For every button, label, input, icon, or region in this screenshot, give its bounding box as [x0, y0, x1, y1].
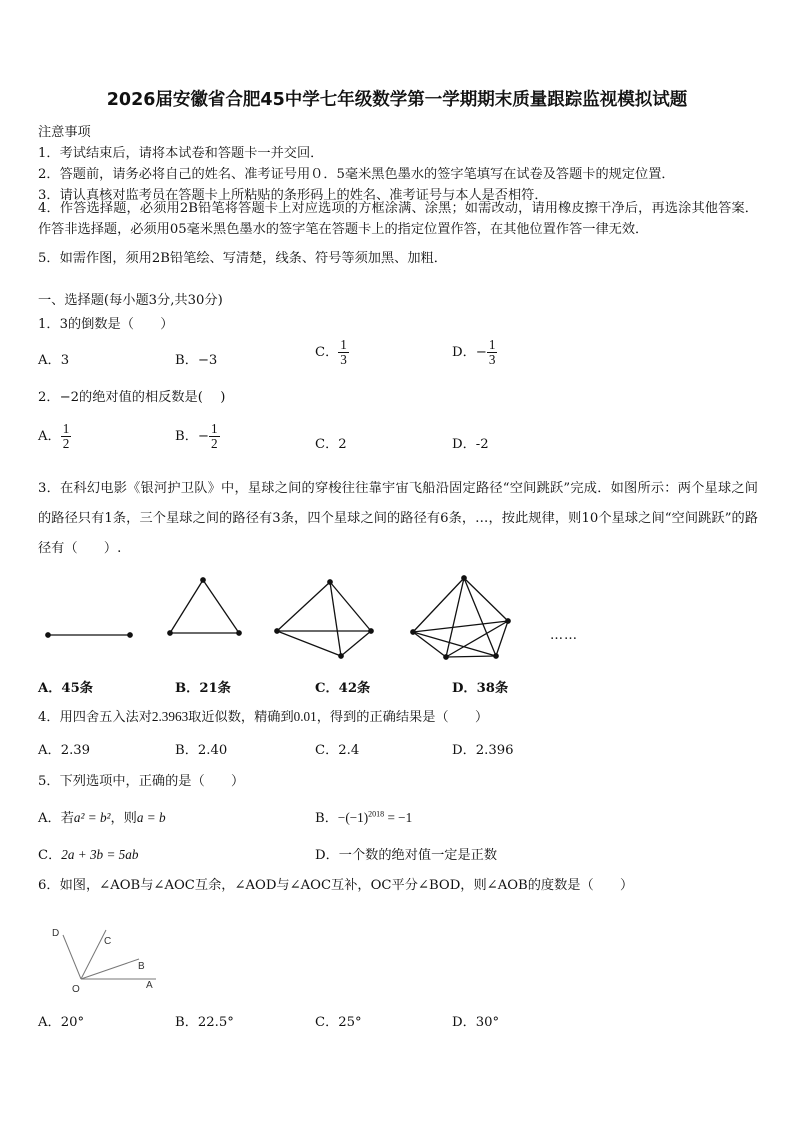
page-title: 2026届安徽省合肥45中学七年级数学第一学期期末质量跟踪监视模拟试题 — [106, 90, 688, 110]
q4-option-c: C．2.4 — [315, 743, 360, 758]
q5-option-b-exponent: 2018 — [368, 809, 385, 819]
q5-option-b-rhs: = −1 — [384, 810, 413, 825]
q5-option-a-expression: a² = b² — [73, 810, 111, 825]
q5-option-b — [315, 807, 412, 826]
label-c: C — [104, 936, 112, 947]
fraction-numerator: 1 — [488, 337, 496, 352]
q2-option-b — [175, 422, 220, 451]
q3-option-b: B．21条 — [175, 681, 231, 696]
question-3-stem: 3．在科幻电影《银河护卫队》中，星球之间的穿梭往往靠宇宙飞船沿固定路径“空间跳跃”完成．如图所示：两个星球之间的路径只有1条，三个星球之间的路径有3条，四个星球之间的路径有6条，…，按此规律，则10个星球之间“空间跳跃”的路径有（ ）. — [38, 481, 758, 556]
notice-heading: 注意事项 — [38, 125, 91, 140]
question-6-stem: 6．如图，∠AOB与∠AOC互余，∠AOD与∠AOC互补，OC平分∠BOD，则∠AOB的度数是（ ） — [38, 878, 634, 893]
section-heading: 一、选择题(每小题3分,共30分) — [38, 293, 223, 308]
q1-option-d — [452, 338, 497, 367]
notice-item-4: 4．作答选择题，必须用2B铅笔将答题卡上对应选项的方框涂满、涂黑；如需改动，请用橡皮擦干净后，再选涂其他答案．作答非选择题，必须用05毫米黑色墨水的签字笔在答题卡上的指定位置作答，在其他位置作答一律无效． — [38, 201, 758, 237]
fraction-denominator: 2 — [62, 435, 70, 451]
q5-option-d: D．一个数的绝对值一定是正数 — [315, 848, 498, 863]
q6-angle-figure — [44, 922, 164, 994]
q5-option-c — [38, 844, 138, 863]
q5-option-b-base: −(−1) — [337, 810, 369, 825]
q1-option-c-label: C． — [315, 344, 339, 360]
q4-option-a: A．2.39 — [38, 743, 91, 758]
q4-stem-mid: 取近似数，精确到 — [188, 710, 294, 725]
fraction-numerator: 1 — [210, 421, 218, 436]
q5-option-b-label: B． — [315, 811, 338, 826]
q2-option-a-fraction — [61, 422, 72, 451]
q5-option-c-label: C． — [38, 848, 62, 863]
q6-option-b: B．22.5° — [175, 1015, 234, 1030]
q4-stem-post: ，得到的正确结果是（ ） — [316, 710, 489, 725]
q1-option-a: A．3 — [38, 353, 70, 368]
fraction-numerator: 1 — [340, 337, 347, 352]
q3-figure — [40, 570, 600, 665]
q2-option-d: D．-2 — [452, 437, 489, 452]
q3-option-d: D．38条 — [452, 681, 509, 696]
q2-option-b-fraction — [209, 422, 220, 451]
fraction-denominator: 2 — [210, 435, 218, 451]
fraction-numerator: 1 — [62, 421, 70, 436]
notice-item-1: 1．考试结束后，请将本试卷和答题卡一并交回． — [38, 146, 324, 161]
label-b: B — [138, 961, 145, 972]
notice-item-5: 5．如需作图，须用2B铅笔绘、写清楚，线条、符号等须加黑、加粗． — [38, 251, 447, 266]
q1-option-c — [315, 338, 349, 367]
question-4-stem — [38, 706, 488, 725]
question-5-stem: 5．下列选项中，正确的是（ ） — [38, 774, 245, 789]
q1-option-b: B．−3 — [175, 353, 218, 368]
q1-option-d-label: D．− — [452, 344, 487, 360]
q5-option-c-expression: 2a + 3b = 5ab — [61, 847, 139, 862]
q1-option-d-fraction — [487, 338, 498, 367]
q4-stem-pre: 4．用四舍五入法对 — [38, 710, 152, 725]
q3-option-a: A．45条 — [38, 681, 93, 696]
q4-option-d: D．2.396 — [452, 743, 514, 758]
q4-value: 2.3963 — [151, 709, 189, 724]
label-d: D — [52, 928, 60, 939]
notice-item-3: 3．请认真核对监考员在答题卡上所粘贴的条形码上的姓名、准考证号与本人是否相符． — [38, 188, 548, 203]
q6-option-c: C．25° — [315, 1015, 362, 1030]
notice-item-2: 2．答题前，请务必将自己的姓名、准考证号用０．5毫米黑色墨水的签字笔填写在试卷及答题卡的规定位置． — [38, 167, 675, 182]
q6-option-a: A．20° — [38, 1015, 85, 1030]
q3-option-c: C．42条 — [315, 681, 371, 696]
q2-option-c: C．2 — [315, 437, 347, 452]
fraction-denominator: 3 — [340, 351, 347, 367]
q5-option-a-conclusion: a = b — [136, 810, 166, 825]
ray-od — [63, 935, 81, 979]
question-1-stem: 1．3的倒数是（ ） — [38, 317, 174, 332]
q5-option-a — [38, 807, 166, 826]
label-a: A — [146, 980, 153, 991]
q2-option-a-label: A． — [38, 428, 61, 444]
q2-option-b-label: B．− — [175, 428, 209, 444]
q5-option-a-label: A．若 — [38, 811, 74, 826]
q1-option-c-fraction — [338, 338, 349, 367]
question-2-stem: 2．−2的绝对值的相反数是( ) — [38, 390, 226, 405]
q4-option-b: B．2.40 — [175, 743, 228, 758]
label-o: O — [72, 984, 80, 994]
q5-option-a-then: ，则 — [110, 811, 137, 826]
q2-option-a — [38, 422, 71, 451]
q4-precision: 0.01 — [293, 709, 317, 724]
q6-option-d: D．30° — [452, 1015, 500, 1030]
q3-ellipsis: …… — [550, 628, 578, 643]
fraction-denominator: 3 — [488, 351, 496, 367]
